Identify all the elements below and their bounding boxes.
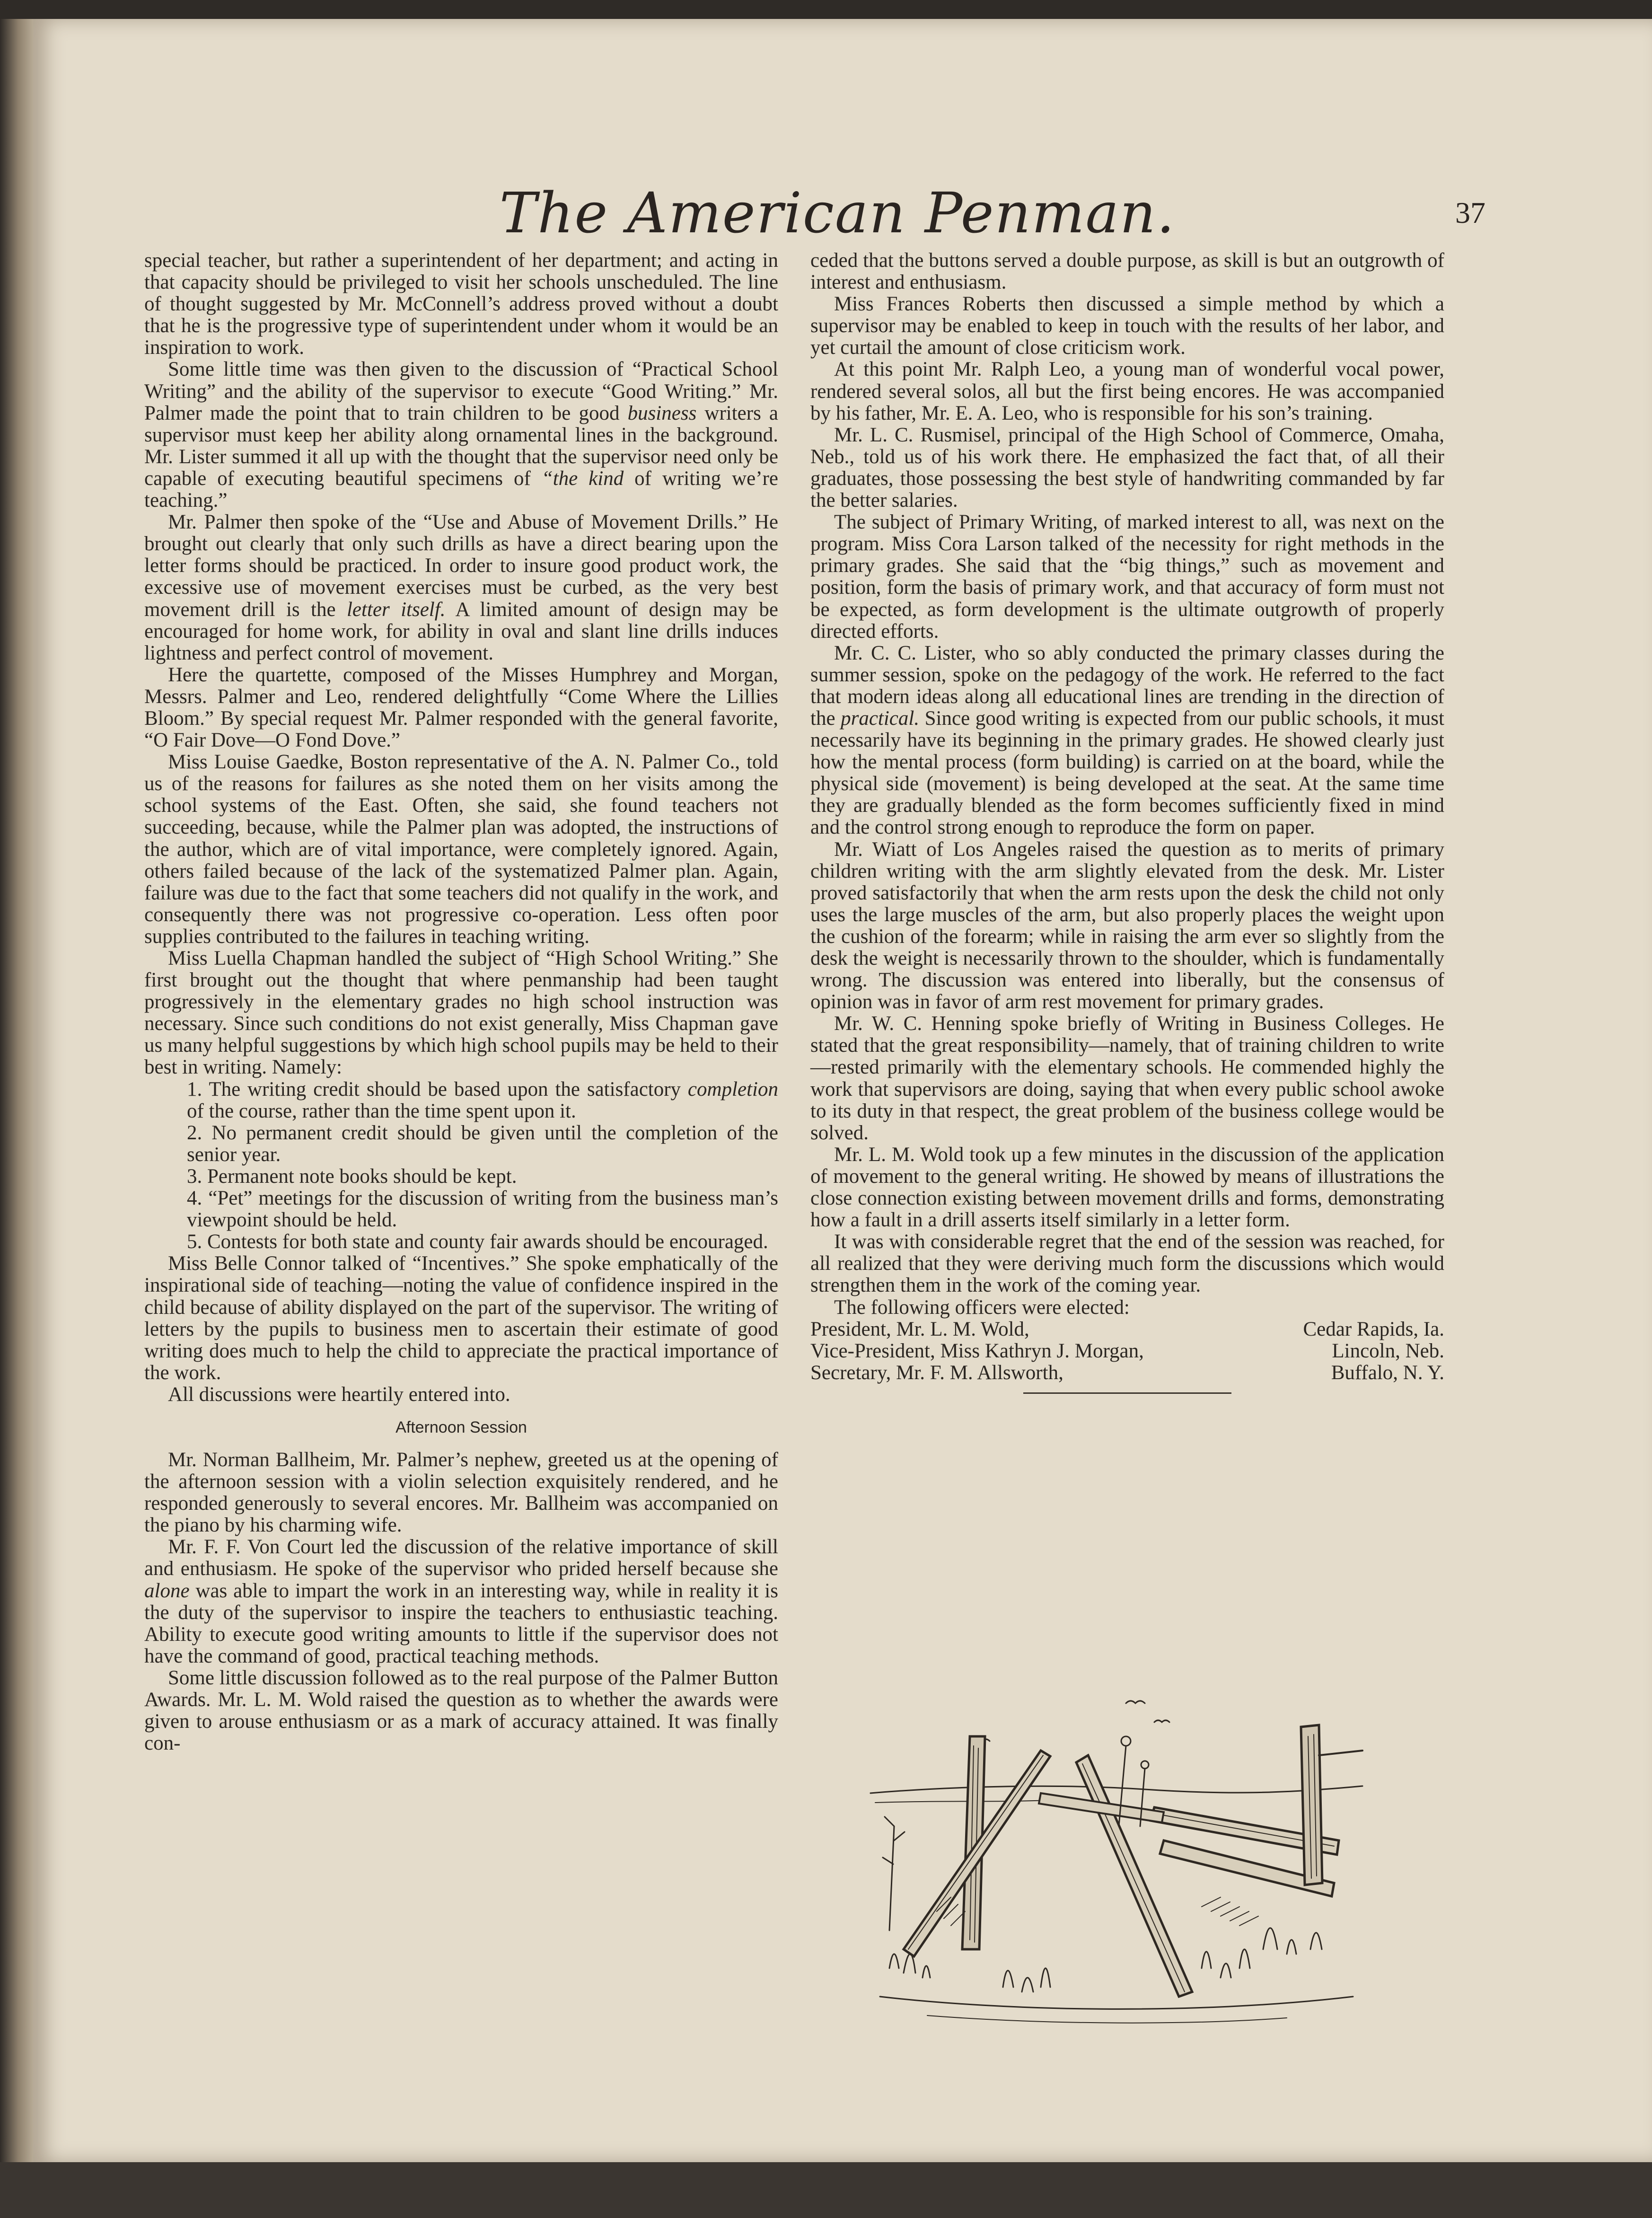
officer-row [810, 1340, 1444, 1362]
paragraph: The following officers were elected: [834, 1296, 1130, 1319]
officer-role: Secretary, Mr. F. M. Allsworth, [810, 1361, 1063, 1384]
text-run: of writing we’re teaching.” [144, 467, 778, 512]
officer-role: President, Mr. L. M. Wold, [810, 1318, 1029, 1340]
text-run: Mr. Palmer then spoke of the “Use and Abuse of Movement Drills.” He brought out clearly that only such drills as have a direct bearing upon the letter forms should be practiced. In order to insure good product work, the excessive use of movement exercises must be curbed, as the very best movement drill is the [144, 511, 778, 621]
officer-row [810, 1362, 1444, 1384]
text-run: was able to impart the work in an interesting way, while in reality it is the duty of the supervisor to inspire the teachers to enthusiastic teaching. Ability to execute good writing amounts to little if the supervisor does not have the command of good, practical teaching methods. [144, 1579, 778, 1667]
paragraph: At this point Mr. Ralph Leo, a young man of wonderful vocal power, rendered several solos, all but the first being encores. He was accompanied by his father, Mr. E. A. Leo, who is responsible for his son’s training. [810, 358, 1444, 424]
text-run: Some little time was then given to the discussion of “Practical School Writing” and the ability of the supervisor to execute “Good Writing.” Mr. Palmer made the point that to train children to be good [144, 358, 778, 424]
masthead-title: The American Penman. [499, 180, 1176, 246]
paragraph [810, 643, 1444, 839]
emphasis-text: alone [144, 1579, 190, 1602]
list-item [144, 1079, 778, 1122]
right-column [810, 250, 1444, 1394]
list-item: 2. No permanent credit should be given until the completion of the senior year. [187, 1121, 778, 1166]
text-run: of the course, rather than the time spent upon it. [187, 1100, 576, 1122]
paragraph: Miss Frances Roberts then discussed a simple method by which a supervisor may be enabled to keep in touch with the results of her labor, and yet curtail the amount of close criticism work. [810, 293, 1444, 359]
emphasis-text: completion [687, 1078, 778, 1100]
page-number: 37 [1455, 196, 1485, 229]
officer-role: Vice-President, Miss Kathryn J. Morgan, [810, 1339, 1144, 1362]
text-run: Mr. F. F. Von Court led the discussion of the relative importance of skill and enthusiasm. He spoke of the supervisor who prided herself because she [144, 1536, 778, 1580]
fence-illustration [861, 1684, 1372, 2044]
paragraph: ceded that the buttons served a double purpose, as skill is but an outgrowth of interest and enthusiasm. [810, 249, 1444, 294]
paragraph [144, 1536, 778, 1667]
officer-place: Buffalo, N. Y. [1331, 1361, 1444, 1384]
paragraph: special teacher, but rather a superintendent of her department; and acting in that capacity should be privileged to visit her schools unscheduled. The line of thought suggested by Mr. McConnell’s address proved without a doubt that he is the progressive type of superintendent under whom it would be an inspiration to work. [144, 249, 778, 359]
paragraph: Mr. W. C. Henning spoke briefly of Writing in Business Colleges. He stated that the great responsibility—namely, that of training children to write—rested primarily with the elementary schools. He commended highly the work that supervisors are doing, saying that when every public school awoke to its duty in that respect, the great problem of the business college would be solved. [810, 1012, 1444, 1144]
paragraph: The subject of Primary Writing, of marked interest to all, was next on the program. Miss Cora Larson talked of the necessity for right methods in the primary grades. She said that the “big things,” such as movement and position, form the basis of primary work, and that accuracy of form must not be expected, as form development is the ultimate outgrowth of properly directed efforts. [810, 511, 1444, 643]
text-run: 1. The writing credit should be based upon the satisfactory [187, 1078, 688, 1100]
paragraph: All discussions were heartily entered into. [168, 1383, 510, 1406]
text-run: Since good writing is expected from our public schools, it must necessarily have its beginning in the primary grades. He showed clearly just how the mental process (form building) is carried on at the board, while the physical side (movement) is being developed at the seat. At the same time they are gradually blended as the form becomes sufficiently fixed in mind and the control strong enough to reproduce the form on paper. [810, 707, 1444, 839]
paragraph: Mr. Wiatt of Los Angeles raised the question as to merits of primary children writing with the arm slightly elevated from the desk. Mr. Lister proved satisfactorily that when the arm rests upon the desk the child not only uses the large muscles of the arm, but also properly places the weight upon the cushion of the forearm; while in raising the arm ever so slightly from the desk the weight is necessarily thrown to the shoulder, which is fundamentally wrong. The discussion was entered into liberally, but the consensus of opinion was in favor of arm rest movement for primary grades. [810, 838, 1444, 1013]
emphasis-text: “the kind [541, 467, 624, 490]
paragraph [144, 359, 778, 511]
text-run: Mr. C. C. Lister, who so ably conducted the primary classes during the summer session, spoke on the pedagogy of the work. He referred to the fact that modern ideas along all educational lines are trending in the direction of the [810, 642, 1444, 730]
officer-row [810, 1319, 1444, 1340]
paragraph: Miss Luella Chapman handled the subject of “High School Writing.” She first brought out the thought that where penmanship had been taught progressively in the elementary grades no high school instruction was necessary. Since such conditions do not exist generally, Miss Chapman gave us many helpful suggestions by which high school pupils may be held to their best in writing. Namely: [144, 947, 778, 1079]
paragraph: Mr. L. M. Wold took up a few minutes in the discussion of the application of movement to the general writing. He showed by means of illustrations the close connection existing between movement drills and forms, demonstrating how a fault in a drill asserts itself similarly in a letter form. [810, 1143, 1444, 1232]
list-item: 4. “Pet” meetings for the discussion of writing from the business man’s viewpoint should be held. [187, 1187, 778, 1232]
text-run: writers a supervisor must keep her ability along ornamental lines in the background. Mr. Lister summed it all up with the thought that the supervisor need only be capable of executing beautiful specimens of [144, 402, 778, 490]
officer-place: Lincoln, Neb. [1332, 1339, 1444, 1362]
paragraph: Here the quartette, composed of the Misses Humphrey and Morgan, Messrs. Palmer and Leo, rendered delightfully “Come Where the Lillies Bloom.” By special request Mr. Palmer responded with the general favorite, “O Fair Dove—O Fond Dove.” [144, 663, 778, 752]
text-run: A limited amount of design may be encouraged for home work, for ability in oval and slant line drills induces lightness and perfect control of movement. [144, 598, 778, 664]
officer-place: Cedar Rapids, Ia. [1303, 1318, 1444, 1340]
list-item: 3. Permanent note books should be kept. [187, 1165, 517, 1188]
paragraph: Some little discussion followed as to the real purpose of the Palmer Button Awards. Mr. L. M. Wold raised the question as to whether the awards were given to arouse enthusiasm or as a mark of accuracy attained. It was finally con- [144, 1666, 778, 1755]
masthead [435, 177, 1239, 248]
paragraph [144, 511, 778, 664]
list-item: 5. Contests for both state and county fair awards should be encouraged. [187, 1231, 768, 1253]
divider-rule [1023, 1392, 1231, 1394]
paragraph: It was with considerable regret that the end of the session was reached, for all realized that they were deriving much form the discussions which would strengthen them in the work of the coming year. [810, 1231, 1444, 1297]
paragraph: Miss Belle Connor talked of “Incentives.” She spoke emphatically of the inspirational side of teaching—noting the value of confidence inspired in the child because of ability displayed on the part of the supervisor. The writing of letters by the pupils to business men to ascertain their estimate of good writing does much to help the child to appreciate the practical importance of the work. [144, 1252, 778, 1384]
emphasis-text: business [627, 402, 697, 424]
scan-bottom-border [0, 2162, 1652, 2218]
emphasis-text: practical. [841, 707, 920, 730]
emphasis-text: letter itself. [346, 598, 446, 621]
section-heading: Afternoon Session [395, 1418, 527, 1436]
paragraph: Mr. L. C. Rusmisel, principal of the High School of Commerce, Omaha, Neb., told us of his work there. He emphasized the fact that, of all their graduates, those possessing the best style of handwriting commanded by far the better salaries. [810, 423, 1444, 512]
paragraph: Mr. Norman Ballheim, Mr. Palmer’s nephew, greeted us at the opening of the afternoon session with a violin selection exquisitely rendered, and he responded generously to several encores. Mr. Ballheim was accompanied on the piano by his charming wife. [144, 1448, 778, 1537]
left-column [144, 250, 778, 1754]
paragraph: Miss Louise Gaedke, Boston representative of the A. N. Palmer Co., told us of the reasons for failures as she noted them on her visits among the school systems of the East. Often, she said, she found teachers not succeeding, because, while the Palmer plan was adopted, the instructions of the author, which are of vital importance, were completely ignored. Again, others failed because of the lack of the systematized Palmer plan. Again, failure was due to the fact that some teachers did not qualify in the work, and consequently there was not progressive co-operation. Less often poor supplies contributed to the failures in teaching writing. [144, 751, 778, 948]
